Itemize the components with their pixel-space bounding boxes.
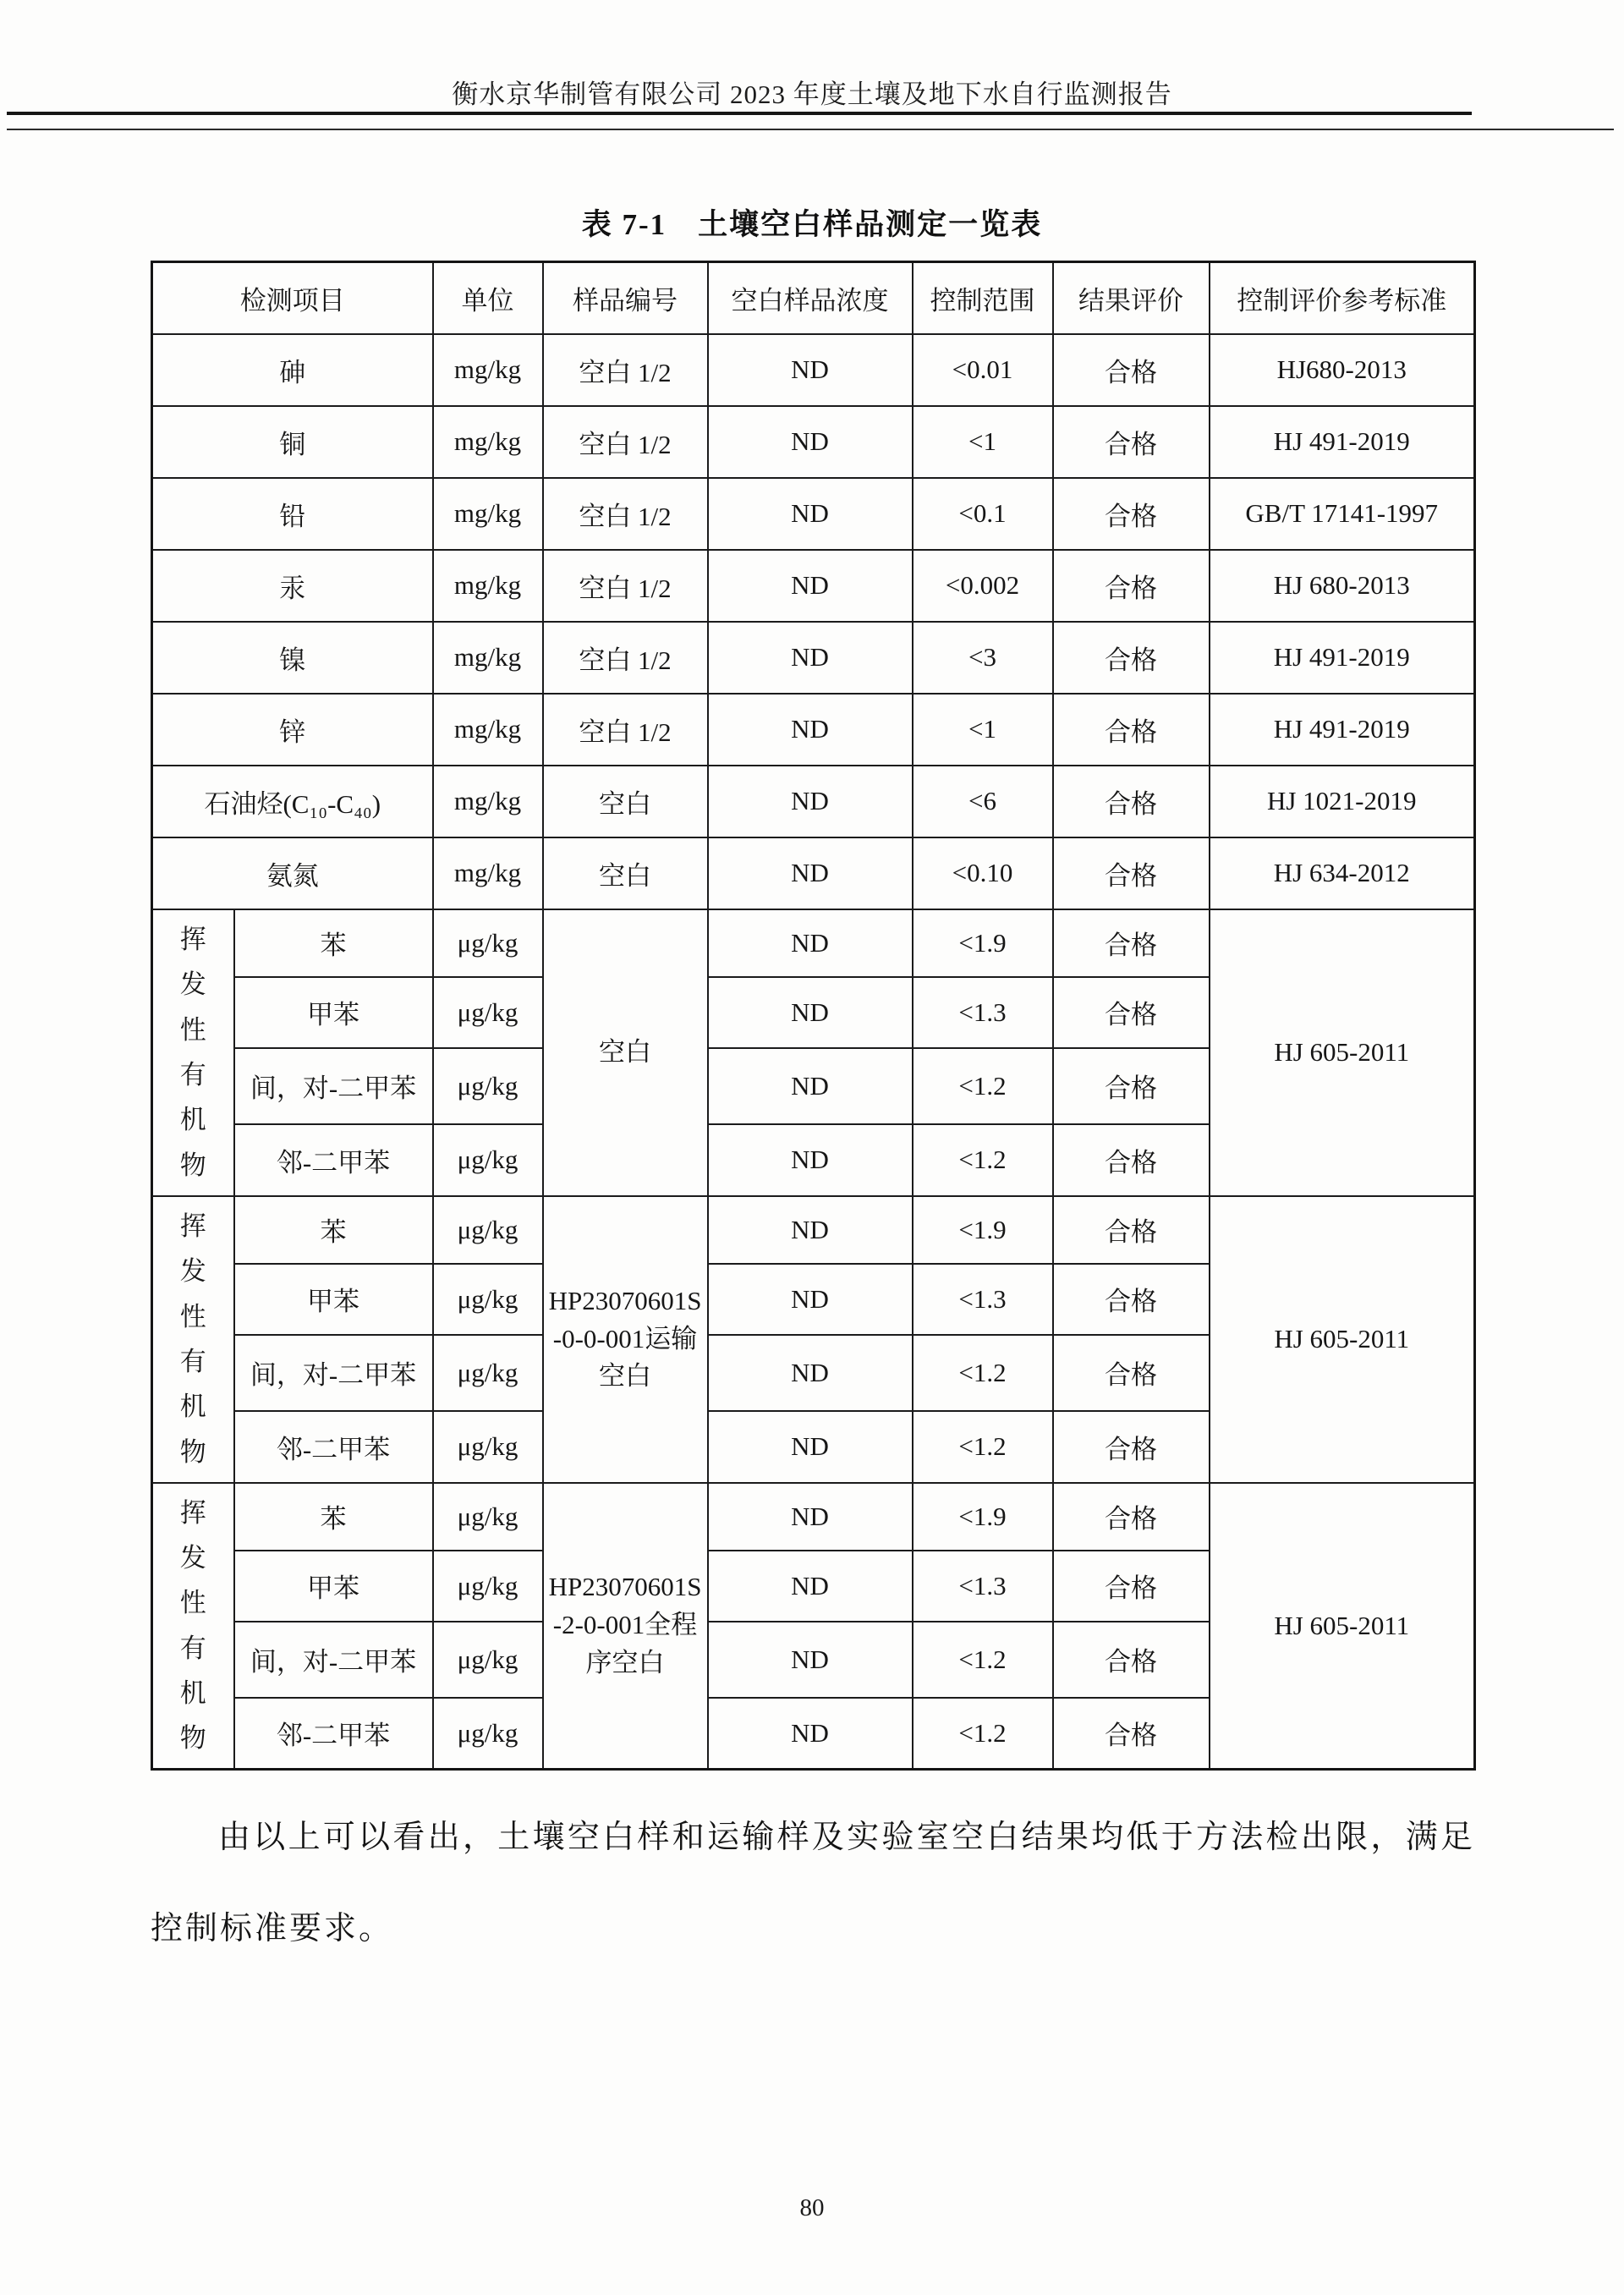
group-label-text: 挥发性有机物 [179, 1497, 206, 1754]
cell-conc: ND [708, 334, 913, 406]
cell-range: <1.2 [913, 1124, 1053, 1196]
cell-unit: μg/kg [433, 1698, 543, 1770]
col-header-result: 结果评价 [1053, 262, 1210, 334]
table-row [152, 837, 1475, 909]
cell-conc: ND [708, 478, 913, 550]
col-header-sample: 样品编号 [543, 262, 708, 334]
table-row [152, 766, 1475, 837]
cell-unit: mg/kg [433, 622, 543, 694]
cell-unit: mg/kg [433, 694, 543, 766]
cell-conc: ND [708, 694, 913, 766]
cell-range: <1.3 [913, 1551, 1053, 1622]
cell-standard: GB/T 17141-1997 [1210, 478, 1475, 550]
cell-item: 苯 [234, 1483, 433, 1551]
cell-sample: 空白 1/2 [543, 334, 708, 406]
col-header-conc: 空白样品浓度 [708, 262, 913, 334]
table-row [152, 694, 1475, 766]
cell-result: 合格 [1053, 909, 1210, 977]
cell-unit: μg/kg [433, 1264, 543, 1335]
cell-result: 合格 [1053, 334, 1210, 406]
table-row [152, 622, 1475, 694]
col-header-range: 控制范围 [913, 262, 1053, 334]
table-row [152, 1483, 1475, 1551]
cell-conc: ND [708, 1196, 913, 1264]
cell-result: 合格 [1053, 1622, 1210, 1698]
cell-unit: μg/kg [433, 1551, 543, 1622]
cell-standard: HJ 491-2019 [1210, 622, 1475, 694]
cell-item: 苯 [234, 909, 433, 977]
cell-unit: μg/kg [433, 1196, 543, 1264]
cell-range: <1.9 [913, 1483, 1053, 1551]
cell-sample: 空白 1/2 [543, 694, 708, 766]
cell-result: 合格 [1053, 1048, 1210, 1124]
cell-range: <1.3 [913, 1264, 1053, 1335]
cell-range: <1.2 [913, 1048, 1053, 1124]
report-header-title: 衡水京华制管有限公司 2023 年度土壤及地下水自行监测报告 [452, 80, 1172, 109]
cell-range: <0.002 [913, 550, 1053, 622]
cell-sample: 空白 [543, 766, 708, 837]
header-rule-thick [7, 112, 1472, 115]
cell-conc: ND [708, 1622, 913, 1698]
cell-group-label [152, 909, 234, 1196]
table-title: 表 7-1 土壤空白样品测定一览表 [581, 208, 1043, 241]
cell-range: <0.10 [913, 837, 1053, 909]
cell-range: <0.1 [913, 478, 1053, 550]
cell-item: 苯 [234, 1196, 433, 1264]
cell-conc: ND [708, 977, 913, 1048]
cell-conc: ND [708, 837, 913, 909]
cell-range: <3 [913, 622, 1053, 694]
cell-item: 汞 [152, 550, 433, 622]
cell-result: 合格 [1053, 550, 1210, 622]
table-row [152, 406, 1475, 478]
cell-unit: μg/kg [433, 1048, 543, 1124]
cell-conc: ND [708, 1264, 913, 1335]
cell-result: 合格 [1053, 837, 1210, 909]
cell-item: 甲苯 [234, 1264, 433, 1335]
cell-result: 合格 [1053, 1483, 1210, 1551]
cell-conc: ND [708, 1124, 913, 1196]
cell-result: 合格 [1053, 1411, 1210, 1483]
table-row [152, 478, 1475, 550]
cell-range: <6 [913, 766, 1053, 837]
cell-unit: μg/kg [433, 977, 543, 1048]
cell-unit: μg/kg [433, 1622, 543, 1698]
cell-item: 锌 [152, 694, 433, 766]
cell-conc: ND [708, 1551, 913, 1622]
cell-item: 镍 [152, 622, 433, 694]
cell-result: 合格 [1053, 1124, 1210, 1196]
cell-conc: ND [708, 1698, 913, 1770]
page-number: 80 [799, 2194, 825, 2221]
cell-conc: ND [708, 406, 913, 478]
cell-item: 甲苯 [234, 1551, 433, 1622]
cell-standard: HJ 491-2019 [1210, 406, 1475, 478]
cell-conc: ND [708, 1411, 913, 1483]
cell-range: <1.2 [913, 1411, 1053, 1483]
cell-unit: mg/kg [433, 837, 543, 909]
cell-standard: HJ 605-2011 [1210, 1483, 1475, 1770]
cell-group-label [152, 1196, 234, 1483]
table-row [152, 550, 1475, 622]
group-label-text: 挥发性有机物 [179, 1211, 206, 1467]
cell-sample: 空白 [543, 909, 708, 1196]
cell-standard: HJ 634-2012 [1210, 837, 1475, 909]
page-header [0, 0, 1624, 144]
cell-range: <1.3 [913, 977, 1053, 1048]
cell-item: 邻-二甲苯 [234, 1411, 433, 1483]
group-label-text: 挥发性有机物 [179, 925, 206, 1180]
cell-unit: mg/kg [433, 550, 543, 622]
cell-conc: ND [708, 1335, 913, 1411]
cell-unit: mg/kg [433, 334, 543, 406]
cell-item: 邻-二甲苯 [234, 1124, 433, 1196]
cell-unit: μg/kg [433, 1483, 543, 1551]
cell-item: 石油烃(C₁₀-C₄₀) [152, 766, 433, 837]
cell-result: 合格 [1053, 406, 1210, 478]
cell-unit: mg/kg [433, 766, 543, 837]
table-row [152, 1196, 1475, 1264]
cell-result: 合格 [1053, 977, 1210, 1048]
cell-range: <1.9 [913, 909, 1053, 977]
cell-group-label [152, 1483, 234, 1770]
col-header-unit: 单位 [433, 262, 543, 334]
cell-standard: HJ680-2013 [1210, 334, 1475, 406]
cell-item: 间，对-二甲苯 [234, 1048, 433, 1124]
cell-result: 合格 [1053, 622, 1210, 694]
cell-result: 合格 [1053, 694, 1210, 766]
cell-conc: ND [708, 1483, 913, 1551]
cell-unit: μg/kg [433, 1335, 543, 1411]
cell-range: <1 [913, 406, 1053, 478]
cell-conc: ND [708, 550, 913, 622]
cell-item: 铅 [152, 478, 433, 550]
cell-unit: μg/kg [433, 1124, 543, 1196]
cell-item: 间，对-二甲苯 [234, 1622, 433, 1698]
cell-result: 合格 [1053, 766, 1210, 837]
cell-item: 铜 [152, 406, 433, 478]
cell-item: 邻-二甲苯 [234, 1698, 433, 1770]
cell-result: 合格 [1053, 1335, 1210, 1411]
cell-result: 合格 [1053, 1551, 1210, 1622]
cell-conc: ND [708, 766, 913, 837]
cell-result: 合格 [1053, 1698, 1210, 1770]
cell-conc: ND [708, 1048, 913, 1124]
cell-unit: μg/kg [433, 909, 543, 977]
cell-sample: HP23070601S-2-0-001全程序空白 [543, 1483, 708, 1770]
table-row [152, 334, 1475, 406]
cell-result: 合格 [1053, 1264, 1210, 1335]
cell-sample: 空白 1/2 [543, 406, 708, 478]
cell-range: <1.2 [913, 1698, 1053, 1770]
cell-unit: mg/kg [433, 406, 543, 478]
cell-sample: 空白 1/2 [543, 622, 708, 694]
cell-result: 合格 [1053, 478, 1210, 550]
cell-conc: ND [708, 909, 913, 977]
blank-sample-table [151, 261, 1476, 1771]
cell-sample: 空白 [543, 837, 708, 909]
cell-standard: HJ 1021-2019 [1210, 766, 1475, 837]
cell-range: <1 [913, 694, 1053, 766]
cell-unit: μg/kg [433, 1411, 543, 1483]
cell-standard: HJ 680-2013 [1210, 550, 1475, 622]
cell-unit: mg/kg [433, 478, 543, 550]
cell-standard: HJ 605-2011 [1210, 1196, 1475, 1483]
cell-conc: ND [708, 622, 913, 694]
cell-item: 砷 [152, 334, 433, 406]
cell-sample: 空白 1/2 [543, 550, 708, 622]
col-header-standard: 控制评价参考标准 [1210, 262, 1475, 334]
table-row [152, 909, 1475, 977]
cell-item: 间，对-二甲苯 [234, 1335, 433, 1411]
cell-sample: 空白 1/2 [543, 478, 708, 550]
cell-item: 氨氮 [152, 837, 433, 909]
cell-range: <1.2 [913, 1622, 1053, 1698]
cell-standard: HJ 605-2011 [1210, 909, 1475, 1196]
cell-range: <1.2 [913, 1335, 1053, 1411]
cell-sample: HP23070601S-0-0-001运输空白 [543, 1196, 708, 1483]
closing-paragraph: 由以上可以看出，土壤空白样和运输样及实验室空白结果均低于方法检出限，满足控制标准要求。 [151, 1820, 1475, 1947]
header-rule-thin [7, 129, 1614, 130]
cell-range: <0.01 [913, 334, 1053, 406]
cell-standard: HJ 491-2019 [1210, 694, 1475, 766]
cell-result: 合格 [1053, 1196, 1210, 1264]
cell-range: <1.9 [913, 1196, 1053, 1264]
cell-item: 甲苯 [234, 977, 433, 1048]
col-header-item: 检测项目 [152, 262, 433, 334]
table-header-row [152, 262, 1475, 334]
